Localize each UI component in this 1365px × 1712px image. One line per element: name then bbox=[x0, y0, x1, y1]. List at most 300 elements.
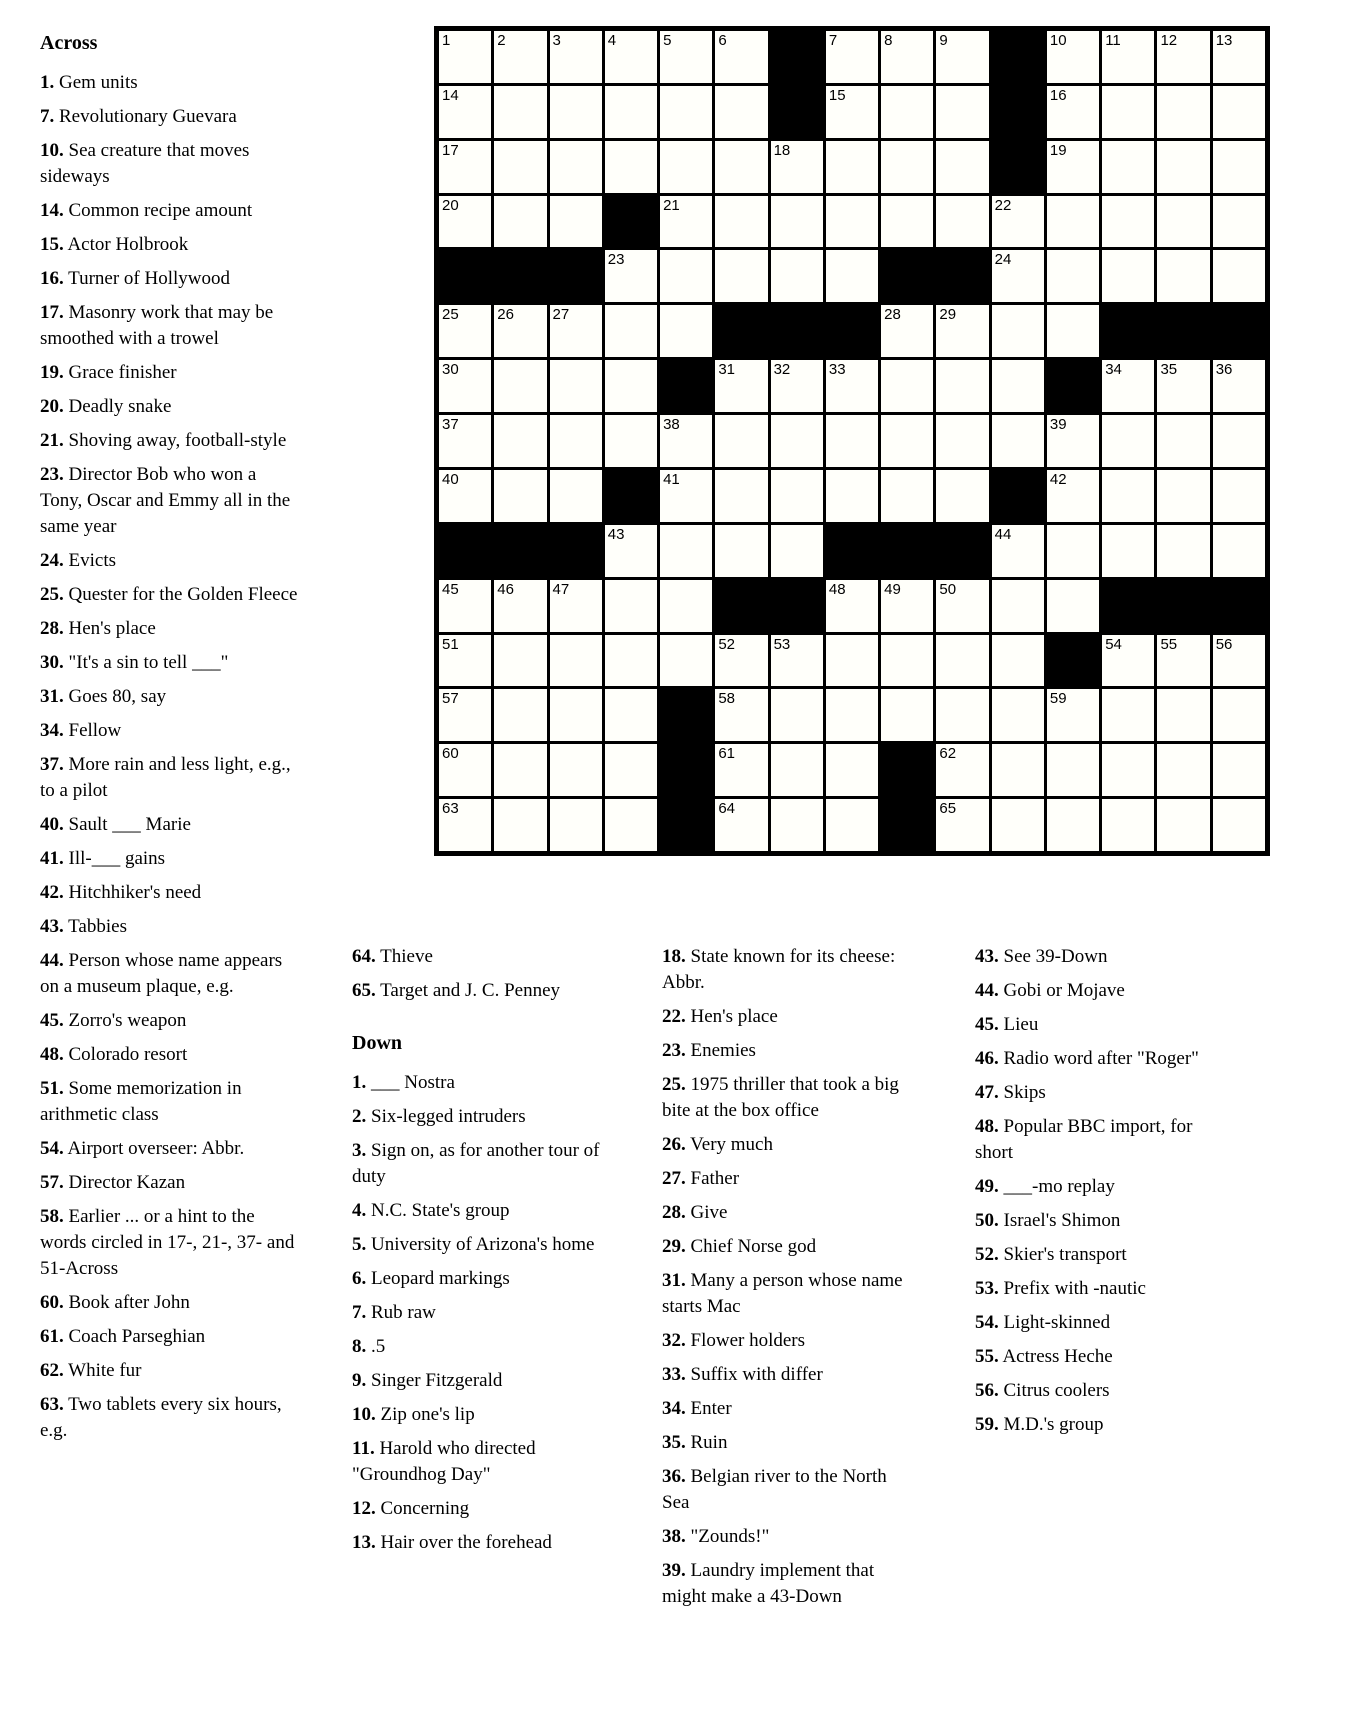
grid-cell[interactable] bbox=[992, 415, 1044, 467]
grid-cell[interactable] bbox=[494, 305, 546, 357]
grid-cell[interactable] bbox=[936, 689, 988, 741]
grid-cell[interactable] bbox=[1047, 250, 1099, 302]
grid-cell[interactable] bbox=[936, 470, 988, 522]
cell-number: 29 bbox=[939, 306, 957, 324]
clue-10: 10. Zip one's lip bbox=[352, 1404, 475, 1425]
grid-cell[interactable] bbox=[660, 141, 712, 193]
cell-number: 15 bbox=[828, 86, 846, 104]
grid-cell[interactable] bbox=[1213, 360, 1265, 412]
grid-cell[interactable] bbox=[826, 580, 878, 632]
cell-number: 42 bbox=[1049, 470, 1067, 488]
grid-cell[interactable] bbox=[715, 360, 767, 412]
cell-number: 19 bbox=[1049, 141, 1067, 159]
grid-cell[interactable] bbox=[881, 415, 933, 467]
black-cell bbox=[826, 305, 878, 357]
grid-cell[interactable] bbox=[1102, 799, 1154, 851]
cell-number: 5 bbox=[663, 32, 672, 49]
grid-cell[interactable] bbox=[439, 635, 491, 687]
grid-cell[interactable] bbox=[826, 86, 878, 138]
grid-cell[interactable] bbox=[1102, 250, 1154, 302]
grid-cell[interactable] bbox=[881, 689, 933, 741]
cell-number: 26 bbox=[497, 306, 514, 324]
clue-number: 23. bbox=[662, 1040, 686, 1061]
black-cell bbox=[605, 196, 657, 248]
grid-cell[interactable] bbox=[550, 744, 602, 796]
cell-number: 57 bbox=[442, 690, 459, 708]
grid-cell[interactable] bbox=[1213, 470, 1265, 522]
grid-cell[interactable] bbox=[1157, 525, 1209, 577]
grid-cell[interactable] bbox=[494, 470, 546, 522]
clue-number: 35. bbox=[662, 1432, 686, 1453]
grid-cell[interactable] bbox=[550, 689, 602, 741]
grid-cell[interactable] bbox=[1157, 141, 1209, 193]
grid-cell[interactable] bbox=[881, 31, 933, 83]
grid-cell[interactable] bbox=[1213, 689, 1265, 741]
grid-cell[interactable] bbox=[439, 141, 491, 193]
grid-cell[interactable] bbox=[715, 415, 767, 467]
grid-cell[interactable] bbox=[936, 744, 988, 796]
cell-number: 33 bbox=[828, 361, 846, 379]
black-cell bbox=[936, 525, 988, 577]
grid-cell[interactable] bbox=[1047, 525, 1099, 577]
black-cell bbox=[881, 250, 933, 302]
grid-cell[interactable] bbox=[992, 305, 1044, 357]
clue-48: 48. Popular BBC import, for short bbox=[975, 1116, 1193, 1163]
bottom-clues-column-2 bbox=[662, 944, 907, 1618]
clue-60: 60. Book after John bbox=[40, 1292, 190, 1313]
cell-number: 61 bbox=[718, 745, 736, 763]
grid-cell[interactable] bbox=[439, 415, 491, 467]
grid-cell[interactable] bbox=[715, 689, 767, 741]
clue-number: 51. bbox=[40, 1078, 64, 1099]
grid-cell[interactable] bbox=[992, 250, 1044, 302]
grid-cell[interactable] bbox=[826, 360, 878, 412]
grid-cell[interactable] bbox=[936, 196, 988, 248]
grid-cell[interactable] bbox=[1157, 86, 1209, 138]
grid-cell[interactable] bbox=[605, 525, 657, 577]
grid-cell[interactable] bbox=[660, 470, 712, 522]
grid-cell[interactable] bbox=[826, 470, 878, 522]
clue-4: 4. N.C. State's group bbox=[352, 1200, 510, 1221]
cell-number: 41 bbox=[663, 470, 680, 488]
black-cell bbox=[1213, 305, 1265, 357]
grid-cell[interactable] bbox=[1213, 525, 1265, 577]
grid-cell[interactable] bbox=[715, 250, 767, 302]
grid-cell[interactable] bbox=[992, 360, 1044, 412]
grid-cell[interactable] bbox=[771, 360, 823, 412]
clue-number: 45. bbox=[975, 1014, 999, 1035]
cell-number: 40 bbox=[442, 470, 459, 488]
grid-cell[interactable] bbox=[771, 196, 823, 248]
grid-cell[interactable] bbox=[439, 196, 491, 248]
clue-27: 27. Father bbox=[662, 1168, 740, 1189]
clue-number: 22. bbox=[662, 1006, 686, 1027]
clue-19: 19. Grace finisher bbox=[40, 362, 177, 383]
grid-cell[interactable] bbox=[1047, 744, 1099, 796]
grid-cell[interactable] bbox=[1102, 196, 1154, 248]
grid-cell[interactable] bbox=[936, 141, 988, 193]
grid-cell[interactable] bbox=[494, 141, 546, 193]
grid-cell[interactable] bbox=[715, 141, 767, 193]
grid-cell[interactable] bbox=[1102, 689, 1154, 741]
grid-cell[interactable] bbox=[771, 744, 823, 796]
grid-cell[interactable] bbox=[715, 86, 767, 138]
grid-cell[interactable] bbox=[660, 86, 712, 138]
grid-cell[interactable] bbox=[1047, 689, 1099, 741]
black-cell bbox=[881, 799, 933, 851]
clue-number: 34. bbox=[40, 720, 64, 741]
grid-cell[interactable] bbox=[439, 470, 491, 522]
clue-3: 3. Sign on, as for another tour of duty bbox=[352, 1140, 600, 1187]
grid-cell[interactable] bbox=[605, 31, 657, 83]
clue-number: 13. bbox=[352, 1532, 376, 1553]
grid-cell[interactable] bbox=[826, 689, 878, 741]
grid-cell[interactable] bbox=[1047, 196, 1099, 248]
grid-cell[interactable] bbox=[494, 580, 546, 632]
grid-cell[interactable] bbox=[826, 744, 878, 796]
grid-cell[interactable] bbox=[1157, 31, 1209, 83]
clue-54: 54. Light-skinned bbox=[975, 1312, 1111, 1333]
grid-cell[interactable] bbox=[1213, 86, 1265, 138]
clue-58: 58. Earlier ... or a hint to the words circled in 17-, 21-, 37- and 51-Across bbox=[40, 1206, 295, 1279]
grid-cell[interactable] bbox=[826, 196, 878, 248]
clue-number: 32. bbox=[662, 1330, 686, 1351]
cell-number: 43 bbox=[607, 525, 625, 543]
grid-cell[interactable] bbox=[771, 799, 823, 851]
clue-number: 31. bbox=[662, 1270, 686, 1291]
grid-cell[interactable] bbox=[660, 525, 712, 577]
grid-cell[interactable] bbox=[605, 305, 657, 357]
grid-cell[interactable] bbox=[439, 799, 491, 851]
grid-cell[interactable] bbox=[936, 305, 988, 357]
clue-number: 20. bbox=[40, 396, 64, 417]
grid-cell[interactable] bbox=[605, 635, 657, 687]
clue-63: 63. Two tablets every six hours, e.g. bbox=[40, 1394, 282, 1441]
grid-cell[interactable] bbox=[881, 196, 933, 248]
clue-number: 43. bbox=[975, 946, 999, 967]
black-cell bbox=[992, 86, 1044, 138]
grid-cell[interactable] bbox=[881, 86, 933, 138]
clue-number: 43. bbox=[40, 916, 64, 937]
black-cell bbox=[660, 744, 712, 796]
cell-number: 18 bbox=[773, 141, 791, 159]
clue-47: 47. Skips bbox=[975, 1082, 1046, 1103]
clue-59: 59. M.D.'s group bbox=[975, 1414, 1104, 1435]
grid-cell[interactable] bbox=[1102, 86, 1154, 138]
grid-cell[interactable] bbox=[605, 86, 657, 138]
cell-number: 36 bbox=[1215, 361, 1233, 379]
grid-cell[interactable] bbox=[1102, 360, 1154, 412]
grid-cell[interactable] bbox=[936, 415, 988, 467]
grid-cell[interactable] bbox=[936, 635, 988, 687]
grid-cell[interactable] bbox=[605, 689, 657, 741]
black-cell bbox=[771, 86, 823, 138]
grid-cell[interactable] bbox=[550, 196, 602, 248]
grid-cell[interactable] bbox=[771, 250, 823, 302]
grid-cell[interactable] bbox=[1102, 470, 1154, 522]
clue-5: 5. University of Arizona's home bbox=[352, 1234, 595, 1255]
cell-number: 8 bbox=[884, 32, 893, 49]
cell-number: 62 bbox=[939, 745, 957, 763]
grid-cell[interactable] bbox=[1047, 305, 1099, 357]
clue-43: 43. Tabbies bbox=[40, 916, 127, 937]
grid-cell[interactable] bbox=[881, 305, 933, 357]
clue-number: 54. bbox=[40, 1138, 64, 1159]
grid-cell[interactable] bbox=[881, 360, 933, 412]
clue-55: 55. Actress Heche bbox=[975, 1346, 1113, 1367]
grid-cell[interactable] bbox=[550, 141, 602, 193]
clue-list-header-down: Down bbox=[352, 1032, 403, 1054]
clue-34: 34. Enter bbox=[662, 1398, 732, 1419]
clue-35: 35. Ruin bbox=[662, 1432, 728, 1453]
grid-cell[interactable] bbox=[826, 250, 878, 302]
grid-cell[interactable] bbox=[936, 799, 988, 851]
grid-cell[interactable] bbox=[826, 415, 878, 467]
crossword-grid[interactable] bbox=[434, 26, 1270, 856]
clue-32: 32. Flower holders bbox=[662, 1330, 806, 1351]
grid-cell[interactable] bbox=[936, 31, 988, 83]
grid-cell[interactable] bbox=[550, 635, 602, 687]
grid-cell[interactable] bbox=[1213, 799, 1265, 851]
grid-cell[interactable] bbox=[550, 415, 602, 467]
grid-cell[interactable] bbox=[715, 196, 767, 248]
clue-14: 14. Common recipe amount bbox=[40, 200, 253, 221]
grid-cell[interactable] bbox=[992, 580, 1044, 632]
grid-cell[interactable] bbox=[992, 799, 1044, 851]
clue-43: 43. See 39-Down bbox=[975, 946, 1108, 967]
grid-cell[interactable] bbox=[439, 86, 491, 138]
grid-cell[interactable] bbox=[605, 141, 657, 193]
clue-31: 31. Goes 80, say bbox=[40, 686, 167, 707]
clue-number: 33. bbox=[662, 1364, 686, 1385]
grid-cell[interactable] bbox=[1157, 360, 1209, 412]
grid-cell[interactable] bbox=[771, 470, 823, 522]
grid-cell[interactable] bbox=[439, 580, 491, 632]
grid-cell[interactable] bbox=[494, 31, 546, 83]
grid-cell[interactable] bbox=[550, 799, 602, 851]
grid-cell[interactable] bbox=[715, 470, 767, 522]
cell-number: 27 bbox=[552, 306, 570, 324]
clue-number: 7. bbox=[40, 106, 55, 127]
grid-cell[interactable] bbox=[1157, 689, 1209, 741]
grid-cell[interactable] bbox=[494, 196, 546, 248]
grid-cell[interactable] bbox=[1157, 196, 1209, 248]
grid-cell[interactable] bbox=[771, 689, 823, 741]
grid-cell[interactable] bbox=[1213, 196, 1265, 248]
grid-cell[interactable] bbox=[992, 635, 1044, 687]
grid-cell[interactable] bbox=[715, 525, 767, 577]
grid-cell[interactable] bbox=[771, 525, 823, 577]
grid-cell[interactable] bbox=[605, 799, 657, 851]
grid-cell[interactable] bbox=[1047, 86, 1099, 138]
clue-number: 17. bbox=[40, 302, 64, 323]
grid-cell[interactable] bbox=[1047, 141, 1099, 193]
grid-cell[interactable] bbox=[1047, 580, 1099, 632]
clue-21: 21. Shoving away, football-style bbox=[40, 430, 287, 451]
grid-cell[interactable] bbox=[936, 580, 988, 632]
clue-number: 28. bbox=[40, 618, 64, 639]
grid-cell[interactable] bbox=[1047, 31, 1099, 83]
grid-cell[interactable] bbox=[1213, 141, 1265, 193]
grid-cell[interactable] bbox=[881, 470, 933, 522]
grid-cell[interactable] bbox=[826, 799, 878, 851]
grid-cell[interactable] bbox=[1047, 470, 1099, 522]
grid-cell[interactable] bbox=[881, 141, 933, 193]
grid-cell[interactable] bbox=[715, 31, 767, 83]
grid-cell[interactable] bbox=[992, 196, 1044, 248]
clue-24: 24. Evicts bbox=[40, 550, 116, 571]
grid-cell[interactable] bbox=[936, 360, 988, 412]
clue-51: 51. Some memorization in arithmetic class bbox=[40, 1078, 242, 1125]
grid-cell[interactable] bbox=[1213, 415, 1265, 467]
grid-cell[interactable] bbox=[494, 360, 546, 412]
clue-15: 15. Actor Holbrook bbox=[40, 234, 189, 255]
clue-22: 22. Hen's place bbox=[662, 1006, 778, 1027]
clue-46: 46. Radio word after "Roger" bbox=[975, 1048, 1199, 1069]
grid-cell[interactable] bbox=[494, 744, 546, 796]
clue-53: 53. Prefix with -nautic bbox=[975, 1278, 1146, 1299]
clue-number: 38. bbox=[662, 1526, 686, 1547]
grid-cell[interactable] bbox=[771, 141, 823, 193]
cell-number: 51 bbox=[442, 635, 459, 653]
grid-cell[interactable] bbox=[1157, 470, 1209, 522]
grid-cell[interactable] bbox=[1102, 415, 1154, 467]
grid-cell[interactable] bbox=[439, 31, 491, 83]
clue-number: 10. bbox=[352, 1404, 376, 1425]
grid-cell[interactable] bbox=[550, 360, 602, 412]
black-cell bbox=[771, 305, 823, 357]
grid-cell[interactable] bbox=[1157, 635, 1209, 687]
grid-cell[interactable] bbox=[605, 360, 657, 412]
grid-cell[interactable] bbox=[1157, 250, 1209, 302]
clue-number: 52. bbox=[975, 1244, 999, 1265]
cell-number: 6 bbox=[718, 32, 727, 49]
grid-cell[interactable] bbox=[1102, 31, 1154, 83]
grid-cell[interactable] bbox=[1047, 799, 1099, 851]
grid-cell[interactable] bbox=[550, 305, 602, 357]
clue-54: 54. Airport overseer: Abbr. bbox=[40, 1138, 245, 1159]
grid-cell[interactable] bbox=[660, 305, 712, 357]
grid-cell[interactable] bbox=[660, 415, 712, 467]
across-clues-column bbox=[40, 30, 302, 1452]
cell-number: 16 bbox=[1049, 86, 1067, 104]
grid-cell[interactable] bbox=[715, 744, 767, 796]
grid-cell[interactable] bbox=[992, 689, 1044, 741]
grid-cell[interactable] bbox=[771, 635, 823, 687]
grid-cell[interactable] bbox=[605, 250, 657, 302]
cell-number: 32 bbox=[773, 361, 791, 379]
clue-41: 41. Ill-___ gains bbox=[40, 848, 166, 869]
clue-13: 13. Hair over the forehead bbox=[352, 1532, 552, 1553]
grid-cell[interactable] bbox=[439, 744, 491, 796]
grid-cell[interactable] bbox=[715, 799, 767, 851]
grid-cell[interactable] bbox=[660, 250, 712, 302]
grid-cell[interactable] bbox=[992, 744, 1044, 796]
clue-64: 64. Thieve bbox=[352, 946, 433, 967]
grid-cell[interactable] bbox=[826, 141, 878, 193]
clue-number: 48. bbox=[975, 1116, 999, 1137]
black-cell bbox=[1157, 580, 1209, 632]
grid-cell[interactable] bbox=[1213, 744, 1265, 796]
grid-cell[interactable] bbox=[550, 31, 602, 83]
grid-cell[interactable] bbox=[1213, 250, 1265, 302]
clue-number: 41. bbox=[40, 848, 64, 869]
grid-cell[interactable] bbox=[1102, 525, 1154, 577]
grid-cell[interactable] bbox=[660, 580, 712, 632]
grid-cell[interactable] bbox=[1157, 744, 1209, 796]
grid-cell[interactable] bbox=[605, 580, 657, 632]
clue-number: 29. bbox=[662, 1236, 686, 1257]
clue-number: 4. bbox=[352, 1200, 367, 1221]
clue-39: 39. Laundry implement that might make a 43-Down bbox=[662, 1560, 875, 1607]
grid-cell[interactable] bbox=[1102, 635, 1154, 687]
grid-cell[interactable] bbox=[660, 196, 712, 248]
grid-cell[interactable] bbox=[494, 799, 546, 851]
cell-number: 63 bbox=[442, 800, 459, 818]
grid-cell[interactable] bbox=[660, 31, 712, 83]
grid-cell[interactable] bbox=[494, 635, 546, 687]
grid-cell[interactable] bbox=[550, 470, 602, 522]
clue-17: 17. Masonry work that may be smoothed with a trowel bbox=[40, 302, 274, 349]
grid-cell[interactable] bbox=[494, 415, 546, 467]
grid-cell[interactable] bbox=[605, 744, 657, 796]
cell-number: 64 bbox=[718, 800, 736, 818]
clue-number: 45. bbox=[40, 1010, 64, 1031]
cell-number: 11 bbox=[1105, 32, 1121, 49]
grid-cell[interactable] bbox=[439, 689, 491, 741]
grid-cell[interactable] bbox=[439, 360, 491, 412]
clue-56: 56. Citrus coolers bbox=[975, 1380, 1110, 1401]
clue-number: 44. bbox=[975, 980, 999, 1001]
clue-number: 1. bbox=[40, 72, 55, 93]
grid-cell[interactable] bbox=[1157, 799, 1209, 851]
grid-cell[interactable] bbox=[771, 415, 823, 467]
clue-34: 34. Fellow bbox=[40, 720, 122, 741]
grid-cell[interactable] bbox=[715, 635, 767, 687]
grid-cell[interactable] bbox=[494, 86, 546, 138]
cell-number: 38 bbox=[663, 416, 680, 434]
grid-cell[interactable] bbox=[494, 689, 546, 741]
grid-cell[interactable] bbox=[936, 86, 988, 138]
clue-number: 37. bbox=[40, 754, 64, 775]
grid-cell[interactable] bbox=[550, 86, 602, 138]
grid-cell[interactable] bbox=[1213, 635, 1265, 687]
clue-23: 23. Director Bob who won a Tony, Oscar and Emmy all in the same year bbox=[40, 464, 291, 537]
grid-cell[interactable] bbox=[550, 580, 602, 632]
grid-cell[interactable] bbox=[1102, 744, 1154, 796]
clue-number: 39. bbox=[662, 1560, 686, 1581]
clue-number: 60. bbox=[40, 1292, 64, 1313]
grid-cell[interactable] bbox=[881, 580, 933, 632]
grid-cell[interactable] bbox=[1047, 415, 1099, 467]
grid-cell[interactable] bbox=[826, 31, 878, 83]
clue-number: 62. bbox=[40, 1360, 64, 1381]
grid-cell[interactable] bbox=[660, 635, 712, 687]
clue-38: 38. "Zounds!" bbox=[662, 1526, 770, 1547]
black-cell bbox=[826, 525, 878, 577]
grid-cell[interactable] bbox=[992, 525, 1044, 577]
clue-7: 7. Rub raw bbox=[352, 1302, 436, 1323]
grid-cell[interactable] bbox=[605, 415, 657, 467]
grid-cell[interactable] bbox=[1102, 141, 1154, 193]
cell-number: 60 bbox=[442, 745, 459, 763]
grid-cell[interactable] bbox=[826, 635, 878, 687]
grid-cell[interactable] bbox=[1213, 31, 1265, 83]
grid-cell[interactable] bbox=[439, 305, 491, 357]
grid-cell[interactable] bbox=[881, 635, 933, 687]
black-cell bbox=[439, 250, 491, 302]
grid-cell[interactable] bbox=[1157, 415, 1209, 467]
